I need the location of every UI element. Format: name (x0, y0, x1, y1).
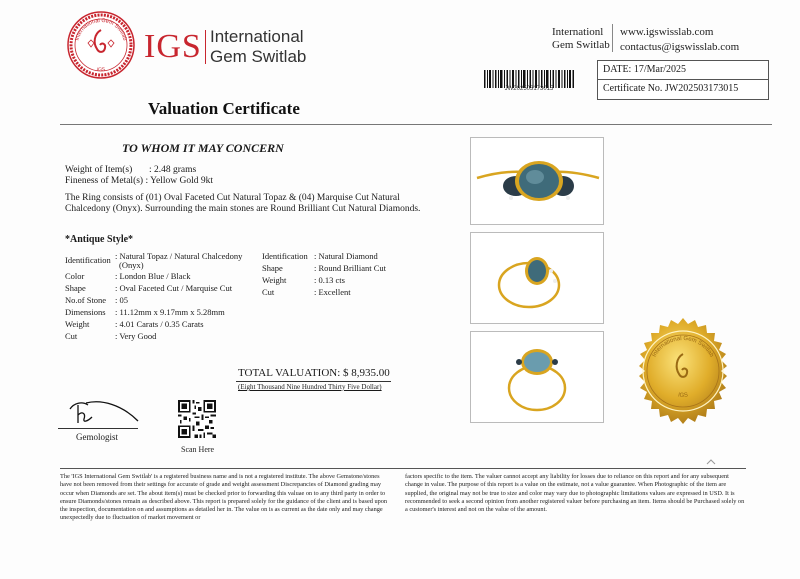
certificate-info-box (597, 60, 769, 100)
side-cut-label: Cut (262, 287, 275, 297)
item-description: The Ring consists of (01) Oval Faceted Cut Natural Topaz & (04) Marquise Cut Natural Chalcedony (Onyx). Surrounding the main stones are Round Brilliant Cut Natural Diamonds. (65, 193, 421, 214)
gold-seal-bottom-text: IGS (677, 392, 689, 399)
weight-of-items-row (65, 165, 196, 176)
logo-divider (205, 30, 206, 64)
main-dimensions-value: : 11.12mm x 9.17mm x 5.28mm (115, 307, 225, 317)
total-valuation-words: (Eight Thousand Nine Hundred Thirty Five Dollar) (238, 383, 382, 391)
main-color-label: Color (65, 271, 85, 281)
main-cut-value: : Very Good (115, 331, 157, 341)
main-color-value: : London Blue / Black (115, 271, 191, 281)
title-divider (60, 124, 772, 125)
header-contact (620, 25, 739, 55)
main-identification-value-2: (Onyx) (119, 260, 144, 270)
footer-disclaimer-right: factors specific to the item. The valuer cannot accept any liability for losses due to reliance on this report and for any subsequent change in value. The purpose of this report is a value on the estimate, not a value guarantee. When Photographic of the item are supplied, the original may not be true to size and color may vary due to photographic limitations values are expressed in USD. It is recommended to seek a second opinion from another registered valuer before purchasing an item. Items should be Purchased solely on a customer's interest and not on the value of the amount. (405, 473, 745, 514)
header-org-name (552, 26, 610, 52)
side-identification-value: : Natural Diamond (314, 251, 378, 261)
fineness-row (65, 176, 213, 187)
logo-name-line-1: International (210, 27, 304, 46)
svg-text:IGS (96, 67, 106, 73)
side-weight-value: : 0.13 cts (314, 275, 345, 285)
website-text: www.igswisslab.com (620, 26, 714, 38)
date-field: DATE: 17/Mar/2025 (598, 61, 768, 80)
main-weight-label: Weight (65, 319, 90, 329)
total-valuation-rule (236, 381, 391, 382)
logo-company-name (210, 27, 306, 67)
side-shape-label: Shape (262, 263, 283, 273)
main-identification-label: Identification (65, 255, 111, 265)
side-shape-value: : Round Brilliant Cut (314, 263, 387, 273)
qr-code-icon[interactable] (178, 400, 216, 438)
gemologist-label: Gemologist (76, 432, 118, 442)
header-org-line-1: Internationl (552, 26, 604, 38)
ring-side-view-icon (471, 233, 603, 323)
signature-line (58, 428, 138, 429)
ring-photo-side (470, 232, 604, 324)
main-dimensions-label: Dimensions (65, 307, 106, 317)
main-cut-label: Cut (65, 331, 78, 341)
seal-arc-text: International Gem Switlab (74, 17, 128, 42)
fineness-value: : Yellow Gold 9kt (145, 176, 214, 186)
gold-seal-icon (628, 316, 738, 426)
gold-seal-arc-text: International Gem Switlab (651, 335, 715, 359)
weight-of-items-value: : 2.48 grams (149, 165, 197, 175)
side-cut-value: : Excellent (314, 287, 351, 297)
main-no-of-stone-label: No.of Stone (65, 295, 107, 305)
ring-photo-back (470, 331, 604, 423)
main-shape-value: : Oval Faceted Cut / Marquise Cut (115, 283, 233, 293)
header-divider (612, 24, 613, 52)
barcode-number: JW202503173015 (504, 86, 554, 92)
style-heading: *Antique Style* (65, 234, 134, 245)
side-weight-label: Weight (262, 275, 287, 285)
ring-top-view-icon (471, 138, 603, 224)
page-title: Valuation Certificate (148, 99, 300, 118)
main-identification-value: : Natural Topaz / Natural Chalcedony (115, 251, 243, 261)
fineness-label: Fineness of Metal(s) (65, 176, 144, 186)
main-no-of-stone-value: : 05 (115, 295, 128, 305)
main-weight-value: : 4.01 Carats / 0.35 Carats (115, 319, 204, 329)
footer-disclaimer-left: The 'IGS International Gem Switlab' is a registered business name and is not a registered institute. The above Gemstone/stones have not been removed from their settings for accurate of grade and weight assessment Discrepancies of Diamond grading may occur when Diamonds are set. The about item(s) must be checked prior to forwarding this valuae on to any third party in order to ensure Diamonds/stones remain as described above. This report is prepared solely for the guidance of the client and is based upon the inspection, documentation on and assumptions as detailed her in. The value on is as current as the date only and may change unexpectedly due to fluctuation of market movement or (60, 473, 388, 522)
gemologist-signature-icon (62, 395, 142, 427)
ring-back-view-icon (471, 332, 603, 422)
side-identification-label: Identification (262, 251, 308, 261)
main-shape-label: Shape (65, 283, 86, 293)
logo-name-line-2: Gem Switlab (210, 47, 307, 66)
side-stone-specs (262, 251, 422, 301)
header-org-line-2: Gem Switlab (552, 39, 610, 51)
footer-divider (60, 468, 746, 469)
email-text: contactus@igswisslab.com (620, 41, 740, 53)
main-stone-specs (65, 251, 255, 346)
scan-here-label: Scan Here (181, 445, 215, 454)
ring-photo-top (470, 137, 604, 225)
svg-text:IGS (678, 392, 689, 399)
certificate-number-field: Certificate No. JW202503173015 (603, 83, 739, 94)
weight-of-items-label: Weight of Item(s) (65, 165, 133, 175)
igs-logo-seal-icon (66, 10, 136, 80)
total-valuation: TOTAL VALUATION: $ 8,935.00 (238, 367, 390, 379)
seal-bottom-text: IGS (96, 66, 106, 74)
salutation: TO WHOM IT MAY CONCERN (122, 141, 284, 155)
edge-mark-icon (706, 459, 716, 465)
logo-wordmark: IGS (144, 28, 202, 65)
